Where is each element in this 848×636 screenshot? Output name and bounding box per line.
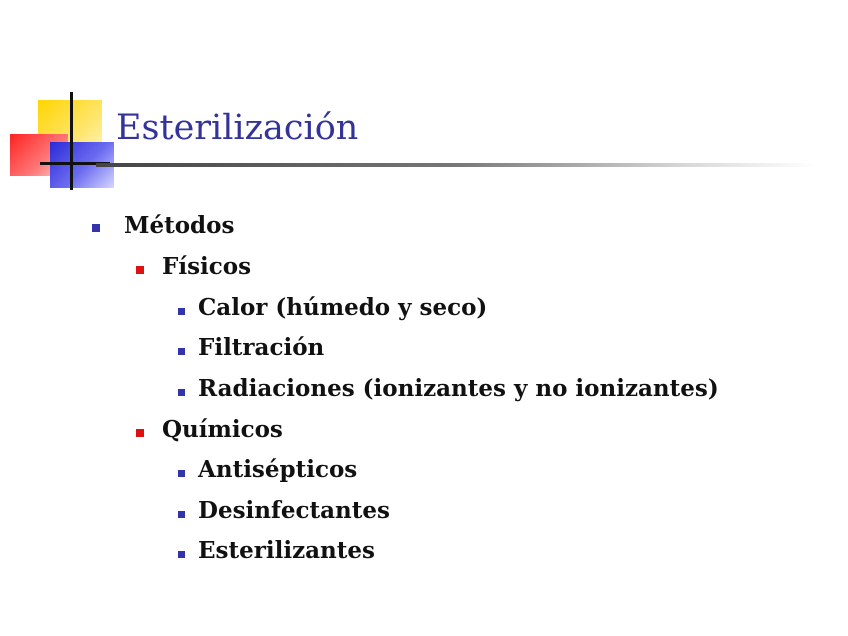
outline-item-esterilizantes: Esterilizantes <box>198 537 375 564</box>
outline-item-fisicos: Físicos <box>162 253 252 280</box>
bullet-level3 <box>178 348 185 355</box>
outline-item-antisepticos: Antisépticos <box>198 456 358 483</box>
bullet-level2 <box>136 429 144 437</box>
outline-item-metodos: Métodos <box>124 212 235 239</box>
outline-item-quimicos: Químicos <box>162 416 283 443</box>
bullet-level3 <box>178 551 185 558</box>
outline-item-filtracion: Filtración <box>198 334 325 361</box>
slide-title: Esterilización <box>116 108 359 148</box>
bullet-level2 <box>136 266 144 274</box>
bullet-level1 <box>92 224 100 232</box>
bullet-level3 <box>178 308 185 315</box>
outline-item-desinfectantes: Desinfectantes <box>198 497 390 524</box>
outline-item-calor: Calor (húmedo y seco) <box>198 294 488 321</box>
bullet-level3 <box>178 470 185 477</box>
bullet-level3 <box>178 511 185 518</box>
outline-item-radiaciones: Radiaciones (ionizantes y no ionizantes) <box>198 375 719 402</box>
bullet-level3 <box>178 389 185 396</box>
